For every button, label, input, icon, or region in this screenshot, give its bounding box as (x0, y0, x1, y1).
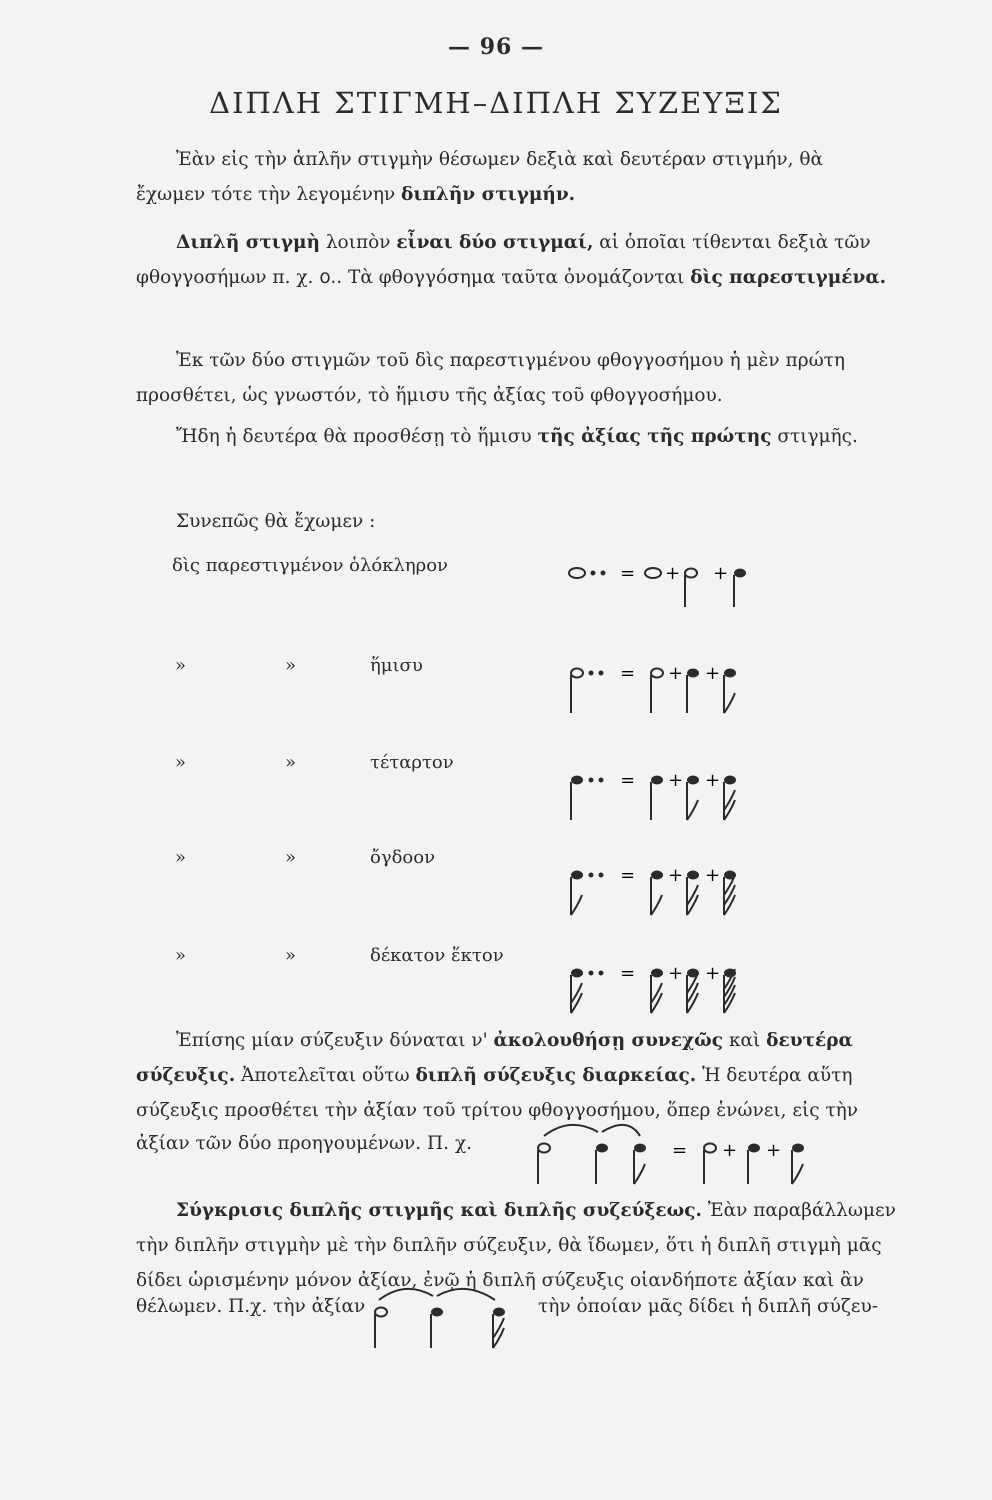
ditto-mark: » (175, 847, 187, 868)
ditto-mark: » (175, 945, 187, 966)
table-row-eighth (0, 847, 992, 937)
paragraph-6 (136, 1023, 906, 1128)
eighth-note (634, 1144, 646, 1153)
p1-text: Ἐὰν εἰς τὴν ἁπλῆν στιγμὴν θέσωμεν δεξιὰ καὶ δευτέραν στιγμήν, θὰ ἔχωμεν τότε τὴν λεγομένην (136, 149, 824, 205)
dot (599, 873, 604, 878)
plus-sign: + (713, 563, 729, 584)
table-row-whole (0, 555, 992, 645)
paragraph-4 (136, 419, 896, 454)
plus-sign: + (668, 865, 684, 886)
plus-sign: + (668, 770, 684, 791)
dot (589, 971, 594, 976)
plus-sign: + (668, 963, 684, 984)
paragraph-5 (136, 504, 896, 539)
p6-text-b: καὶ (723, 1030, 767, 1051)
ditto-mark: » (175, 752, 187, 773)
dot (599, 778, 604, 783)
p4-text-a: Ἤδη ἡ δευτέρα θὰ προσθέσῃ τὸ ἥμισυ (176, 426, 538, 447)
sixteenth-note (724, 776, 736, 785)
plus-sign: + (722, 1140, 738, 1161)
row-label-sixteenth: δέκατον ἕκτον (370, 945, 504, 966)
equals-sign: = (620, 663, 636, 684)
p2-text-c: Τὰ φθογγόσημα ταῦτα ὀνομάζονται (342, 267, 691, 288)
plus-sign: + (665, 563, 681, 584)
equals-sign: = (620, 770, 636, 791)
paragraph-3 (136, 343, 896, 413)
dot (599, 971, 604, 976)
p2-bold-b: εἶναι δύο στιγμαί, (396, 232, 594, 253)
plus-sign: + (766, 1140, 782, 1161)
table-row-half (0, 655, 992, 745)
tied-notes-value (365, 1282, 525, 1352)
plus-sign: + (705, 963, 721, 984)
tie (437, 1289, 495, 1300)
tie (544, 1125, 598, 1136)
whole-note (645, 568, 661, 578)
paragraph-1 (136, 142, 896, 212)
p1-bold: διπλῆν στιγμήν. (401, 184, 576, 205)
p7-text-a: Ἐὰν παραβάλλωμεν τὴν διπλῆν στιγμὴν μὲ τὴν διπλῆν σύζευξιν, θὰ ἴδωμεν, ὅτι ἡ διπλῆ στιγμὴ μᾶς δίδει ὡρισμένην μόνον ἀξίαν, ἐνῷ ἡ διπλῆ σύζευξις οἱανδήποτε ἀξίαν καὶ ἂν (136, 1200, 896, 1291)
p3-text: Ἐκ τῶν δύο στιγμῶν τοῦ δὶς παρεστιγμένου φθογγοσήμου ἡ μὲν πρώτη προσθέτει, ὡς γνωστόν, τὸ ἥμισυ τῆς ἀξίας τοῦ φθογγοσήμου. (136, 350, 845, 406)
sixteenth-note (651, 969, 663, 978)
row-label-half: ἥμισυ (370, 655, 423, 676)
equation-half-notes (565, 655, 805, 725)
dot (589, 778, 594, 783)
half-note (538, 1144, 550, 1153)
p6-text-d: Ἡ δευτέρα αὕτη σύζευξις προσθέτει τὴν ἀξίαν τοῦ τρίτου φθογγοσήμου, ὅπερ ἑνώνει, εἰς τὴν (136, 1065, 859, 1121)
eighth-note (724, 669, 736, 678)
half-note (651, 669, 663, 678)
sixteenth-note (687, 871, 699, 880)
p7-bold: Σύγκρισις διπλῆς στιγμῆς καὶ διπλῆς συζεύξεως. (176, 1200, 702, 1221)
p6-text-a: Ἐπίσης μίαν σύζευξιν δύναται ν' (176, 1030, 494, 1051)
p6-text-c: Ἀποτελεῖται οὕτω (235, 1065, 416, 1086)
page-number: — 96 — (448, 34, 544, 60)
paragraph-2 (136, 225, 896, 295)
p6-example-line (136, 1133, 472, 1154)
p6-text-e: ἀξίαν τῶν δύο προηγουμένων. Π. χ. (136, 1133, 473, 1154)
sixteenth-note (493, 1308, 505, 1317)
dot (591, 571, 596, 576)
quarter-note (687, 669, 699, 678)
half-note (375, 1308, 387, 1317)
plus-sign: + (705, 865, 721, 886)
p4-text-b: στιγμῆς. (771, 426, 858, 447)
table-row-quarter (0, 752, 992, 842)
plus-sign: + (705, 770, 721, 791)
quarter-note (651, 776, 663, 785)
quarter-note (596, 1144, 608, 1153)
row-label-eighth: ὄγδοον (370, 847, 436, 868)
half-note (704, 1144, 716, 1153)
equation-quarter-notes (565, 762, 805, 832)
equals-sign: = (620, 563, 636, 584)
ditto-mark: » (285, 752, 297, 773)
page-title: ΔΙΠΛΗ ΣΤΙΓΜΗ–ΔΙΠΛΗ ΣΥΖΕΥΞΙΣ (209, 86, 783, 120)
p7-last-line-end (538, 1296, 878, 1317)
whole-note (569, 568, 585, 578)
plus-sign: + (668, 663, 684, 684)
p4-bold: τῆς ἀξίας τῆς πρώτης (537, 426, 772, 447)
p7-text-c: τὴν ὁποίαν μᾶς δίδει ἡ διπλῆ σύζευ- (538, 1296, 878, 1317)
p5-text: Συνεπῶς θὰ ἔχωμεν : (176, 511, 376, 532)
tie (602, 1125, 640, 1136)
dot (589, 873, 594, 878)
p2-text-b: αἱ ὁποῖαι τίθενται δεξιὰ τῶν φθογγοσήμων π. χ. (136, 232, 871, 288)
equals-sign: = (620, 963, 636, 984)
ditto-mark: » (285, 655, 297, 676)
p6-bold-b: δευτέρα σύζευξις. (136, 1030, 853, 1086)
p6-bold-a: ἀκολουθήσῃ συνεχῶς (493, 1030, 724, 1051)
ditto-mark: » (175, 655, 187, 676)
quarter-note (571, 776, 583, 785)
eighth-note (651, 871, 663, 880)
table-row-sixteenth (0, 945, 992, 1035)
half-note (571, 669, 583, 678)
p7-text-b: θέλωμεν. Π.χ. τὴν ἀξίαν (136, 1296, 366, 1317)
ditto-mark: » (285, 847, 297, 868)
equals-sign: = (620, 865, 636, 886)
equation-sixteenth-notes (565, 955, 805, 1025)
row-label-quarter: τέταρτον (370, 752, 454, 773)
quarter-note (734, 569, 746, 578)
p2-bold-c: δὶς παρεστιγμένα. (690, 267, 887, 288)
eighth-note (687, 776, 699, 785)
whole-note-double-dotted-symbol: o.. (319, 267, 343, 288)
p2-bold-a: Διπλῆ στιγμὴ (176, 232, 320, 253)
p6-bold-c: διπλῆ σύζευξις διαρκείας. (415, 1065, 697, 1086)
equals-sign: = (672, 1140, 688, 1161)
tie (379, 1289, 433, 1300)
dot (601, 571, 606, 576)
eighth-note (571, 871, 583, 880)
p7-last-line-start (136, 1296, 365, 1317)
quarter-note (431, 1308, 443, 1317)
dot (599, 671, 604, 676)
half-note (685, 569, 697, 578)
ditto-mark: » (285, 945, 297, 966)
row-label-whole: δὶς παρεστιγμένον ὁλόκληρον (172, 555, 449, 576)
dot (589, 671, 594, 676)
p2-text-a: λοιπὸν (319, 232, 397, 253)
tied-notes-example (530, 1118, 870, 1188)
eighth-note (792, 1144, 804, 1153)
plus-sign: + (705, 663, 721, 684)
equation-whole-notes (565, 555, 805, 615)
sixteenth-note (571, 969, 583, 978)
quarter-note (748, 1144, 760, 1153)
equation-eighth-notes (565, 857, 805, 927)
